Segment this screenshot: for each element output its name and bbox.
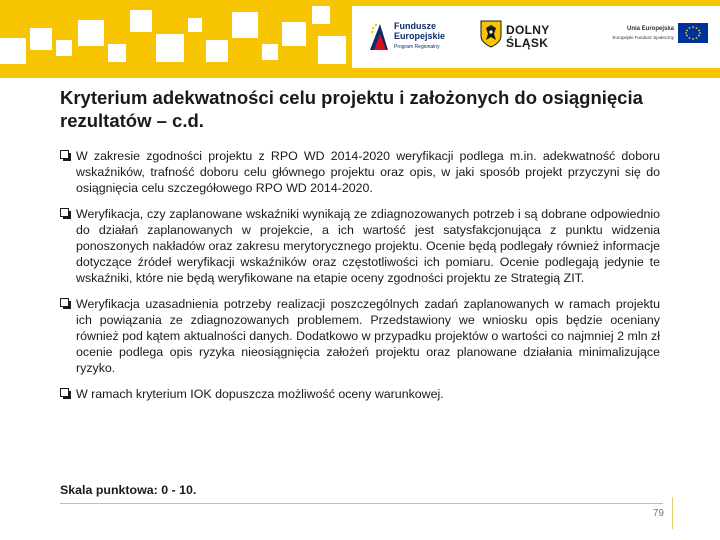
eu-flag-icon (678, 23, 708, 43)
bullet-item (60, 386, 660, 402)
decor-square (78, 20, 104, 46)
page-number: 79 (652, 508, 664, 519)
fe-logo-subtitle: Program Regionalny (394, 44, 440, 50)
dolny-slask-shield-icon (480, 20, 502, 48)
bullet-text: W zakresie zgodności projektu z RPO WD 2014-2020 weryfikacji podlega m.in. adekwatność doboru wskaźników, trafność doboru celu głównego projektu oraz opis, w jaki sposób projekt przyczyni się do osiągnięcia celu szczegółowego RPO WD 2014-2020. (76, 149, 660, 195)
decor-square (0, 38, 26, 64)
bullet-item (60, 206, 660, 286)
fe-logo-text (394, 21, 445, 41)
decor-square (232, 12, 258, 38)
footer-divider (60, 503, 663, 504)
decor-square (108, 44, 126, 62)
slide-title: Kryterium adekwatności celu projektu i założonych do osiągnięcia rezultatów – c.d. (60, 87, 643, 131)
ds-line1: DOLNY (506, 23, 550, 37)
checkbox-bullet-icon (60, 208, 69, 217)
decor-square (130, 10, 152, 32)
checkbox-bullet-icon (60, 388, 69, 397)
decor-square (188, 18, 202, 32)
bullet-text: W ramach kryterium IOK dopuszcza możliwość oceny warunkowej. (76, 387, 444, 401)
fundusze-europejskie-icon (368, 20, 390, 54)
checkbox-bullet-icon (60, 298, 69, 307)
decor-square (30, 28, 52, 50)
decor-square (56, 40, 72, 56)
bullet-text: Weryfikacja uzasadnienia potrzeby realizacji poszczególnych zadań zaplanowanych w ramach projektu ich powiązania ze zdiagnozowanych problemem. Przedstawiony we wniosku opis będzie oceniany również pod kątem aktualności danych. Dodatkowo w przypadku projektów o wartości co najmniej 2 mln zł ocenie podlega opis ryzyka nieosiągnięcia założeń projektu oraz planowane działania minimalizujące ryzyko. (76, 297, 660, 375)
scale-label: Skala punktowa: 0 - 10. (60, 483, 197, 497)
fundusze-europejskie-logo (368, 18, 478, 58)
decor-square (282, 22, 306, 46)
ds-line2: ŚLĄSK (506, 36, 549, 50)
bullet-item (60, 148, 660, 196)
checkbox-bullet-icon (60, 150, 69, 159)
decor-square (262, 44, 278, 60)
footer-divider-vertical (672, 497, 673, 529)
unia-europejska-logo (590, 20, 716, 56)
decor-square (312, 6, 330, 24)
decor-square (206, 40, 228, 62)
fe-line1: Fundusze (394, 21, 436, 31)
fe-line2: Europejskie (394, 31, 446, 41)
ds-logo-text (506, 24, 550, 50)
dolny-slask-logo (480, 18, 560, 58)
bullet-item (60, 296, 660, 376)
ue-subtitle: Europejski Fundusz Społeczny (612, 35, 674, 40)
bullet-text: Weryfikacja, czy zaplanowane wskaźniki wynikają ze zdiagnozowanych potrzeb i są dobrane odpowiednio do działań zaplanowanych w projekcie, a ich wartość jest satysfakcjonująca z punktu widzenia ponoszonych nakładów oraz zakresu merytorycznego projektu. Ocenie będą podlegały również informacje dotyczące źródeł weryfikacji wskaźników oraz częstotliwości ich pomiaru. Ocenie podlegają jedynie te wskaźniki, które nie będą weryfikowane na etapie oceny zgodności projektu ze Strategią ZIT. (76, 207, 660, 285)
decor-square (318, 36, 346, 64)
ue-title: Unia Europejska (626, 26, 674, 32)
decor-square (156, 34, 184, 62)
bullet-list (60, 148, 660, 412)
